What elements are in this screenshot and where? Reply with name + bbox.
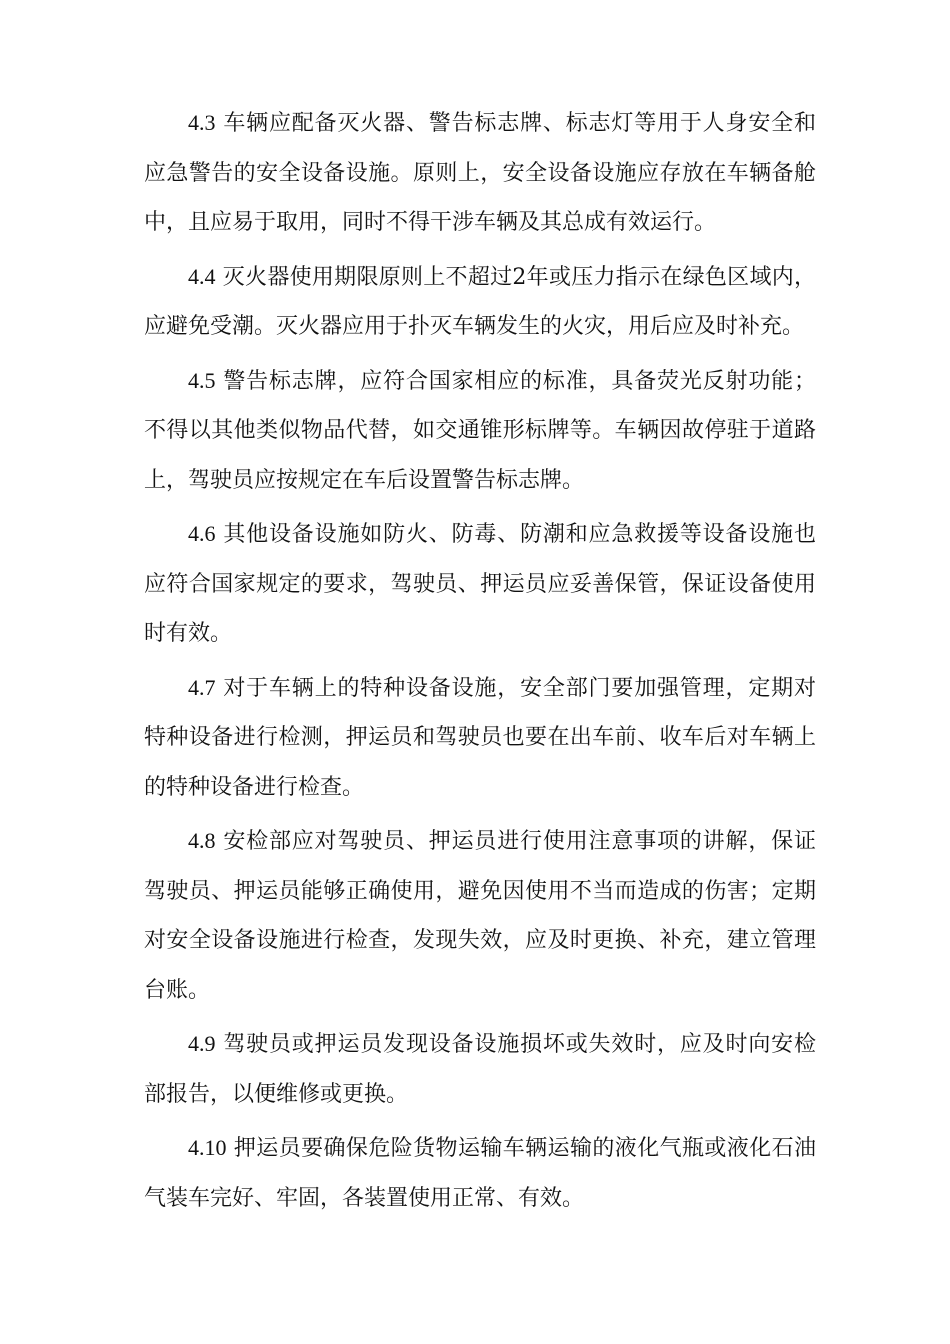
clause-number: 4.5 <box>188 367 216 393</box>
clause-text: 灭火器使用期限原则上不超过2年或压力指示在绿色区域内，应避免受潮。灭火器应用于扑灭车辆发生的火灾，用后应及时补充。 <box>144 264 817 339</box>
clause-number: 4.10 <box>188 1135 227 1160</box>
clause-number: 4.4 <box>188 263 216 289</box>
clause-number: 4.7 <box>188 674 216 700</box>
clause-number: 4.9 <box>188 1031 216 1056</box>
clause-text: 押运员要确保危险货物运输车辆运输的液化气瓶或液化石油气装车完好、牢固，各装置使用正常、有效。 <box>144 1136 816 1211</box>
clause-text: 警告标志牌，应符合国家相应的标准，具备荧光反射功能；不得以其他类似物品代替，如交通锥形标牌等。车辆因故停驻于道路上，驾驶员应按规定在车后设置警告标志牌。 <box>144 368 816 493</box>
clause-text: 对于车辆上的特种设备设施，安全部门要加强管理，定期对特种设备进行检测，押运员和驾驶员也要在出车前、收车后对车辆上的特种设备进行检查。 <box>144 675 816 800</box>
clause-number: 4.8 <box>188 828 216 853</box>
clause-4-10 <box>144 1123 816 1223</box>
clause-4-4 <box>144 252 816 352</box>
clause-number: 4.6 <box>188 521 216 546</box>
clause-text: 其他设备设施如防火、防毒、防潮和应急救援等设备设施也应符合国家规定的要求，驾驶员、押运员应妥善保管，保证设备使用时有效。 <box>144 522 816 646</box>
document-body <box>144 98 816 1227</box>
clause-text: 安检部应对驾驶员、押运员进行使用注意事项的讲解，保证驾驶员、押运员能够正确使用，避免因使用不当而造成的伤害；定期对安全设备设施进行检查，发现失效，应及时更换、补充，建立管理台账。 <box>144 829 816 1003</box>
clause-4-5 <box>144 356 816 506</box>
clause-4-3 <box>144 98 816 248</box>
clause-4-6 <box>144 509 816 659</box>
clause-4-9 <box>144 1019 816 1119</box>
clause-4-8 <box>144 816 816 1015</box>
clause-text: 车辆应配备灭火器、警告标志牌、标志灯等用于人身安全和应急警告的安全设备设施。原则上，安全设备设施应存放在车辆备舱中，且应易于取用，同时不得干涉车辆及其总成有效运行。 <box>144 111 816 235</box>
clause-4-7 <box>144 663 816 813</box>
clause-text: 驾驶员或押运员发现设备设施损坏或失效时，应及时向安检部报告，以便维修或更换。 <box>144 1032 816 1107</box>
clause-number: 4.3 <box>188 110 216 135</box>
